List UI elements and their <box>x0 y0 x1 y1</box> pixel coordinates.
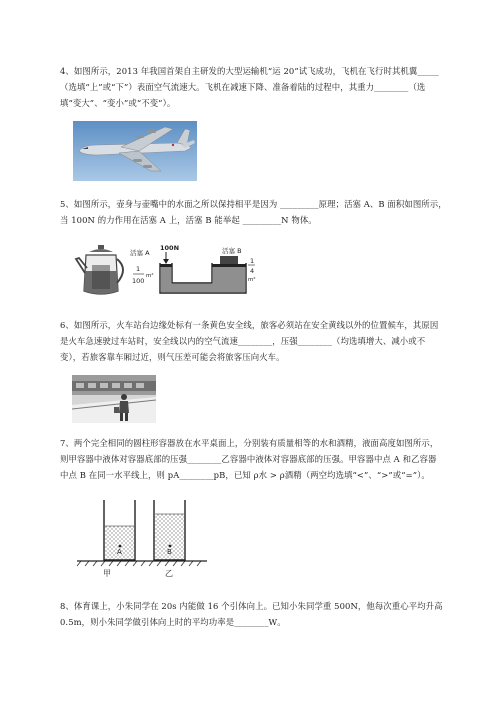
q8-text-line-2: 0.5m，则小朱同学做引体向上时的平均功率是________W。 <box>60 617 286 627</box>
container-2-label: 乙 <box>165 569 173 578</box>
force-label: 100N <box>160 244 180 252</box>
area-a-unit: m² <box>146 273 154 279</box>
container-1-label: 甲 <box>103 569 111 578</box>
area-b-numerator: 1 <box>250 257 255 265</box>
point-a-label: A <box>117 548 122 556</box>
area-b-unit: m² <box>248 277 256 283</box>
area-a-denominator: 100 <box>132 277 145 285</box>
q7-text-line-2: 则甲容器中液体对容器底部的压强________乙容器中液体对容器底部的压强。甲容器中点 A 和乙容器 <box>60 454 437 464</box>
train-station-photo <box>72 375 156 427</box>
point-b-label: B <box>167 548 172 556</box>
q4-text-line-3: 填“变大”、“变小”或“不变”）。 <box>60 98 176 108</box>
q5-text-line-2: 当 100N 的力作用在活塞 A 上，活塞 B 能举起 _________N 物体。 <box>60 215 317 225</box>
q7-text-line-1: 7、两个完全相同的圆柱形容器放在水平桌面上，分别装有质量相等的水和酒精，液面高度如图所示， <box>60 438 439 448</box>
transport-plane-photo <box>73 121 197 185</box>
q5-text-line-1: 5、如图所示，壶身与壶嘴中的水面之所以保持相平是因为 _________原理；活塞 A、B 面积如图所示， <box>60 199 447 209</box>
piston-b-label: 活塞 B <box>222 247 242 255</box>
piston-a-label: 活塞 A <box>130 249 150 257</box>
area-a-numerator: 1 <box>136 265 141 273</box>
area-b-denominator: 4 <box>250 267 255 275</box>
teapot-illustration <box>74 243 130 303</box>
q8-text-line-1: 8、体育课上，小朱同学在 20s 内能做 16 个引体向上。已知小朱同学重 500N，他每次重心平均升高 <box>60 601 443 611</box>
q7-text-line-3: 中点 B 在同一水平线上，则 pA________pB，已知 ρ水 > ρ酒精（两空均选填“<”、“>”或“=”）。 <box>60 470 430 480</box>
q4-text-line-1: 4、如图所示，2013 年我国首架自主研发的大型运输机“运 20”试飞成功，飞机在飞行时其机翼_____ <box>60 66 439 76</box>
q6-text-line-1: 6、如图所示，火车站台边缘处标有一条黄色安全线，旅客必须站在安全黄线以外的位置候车，其原因 <box>60 320 439 330</box>
q4-text-line-2: （选填“上”或“下”）表面空气流速大。飞机在减速下降、准备着陆的过程中，其重力________（选 <box>60 82 426 92</box>
hydraulic-press-diagram <box>126 243 256 305</box>
two-containers-diagram <box>75 496 210 586</box>
q6-text-line-3: 变），若旅客靠车厢过近，则气压差可能会将旅客压向火车。 <box>60 352 285 362</box>
q6-text-line-2: 是火车急速驶过车站时，安全线以内的空气流速________，压强________（均选填增大、减小或不 <box>60 336 426 346</box>
